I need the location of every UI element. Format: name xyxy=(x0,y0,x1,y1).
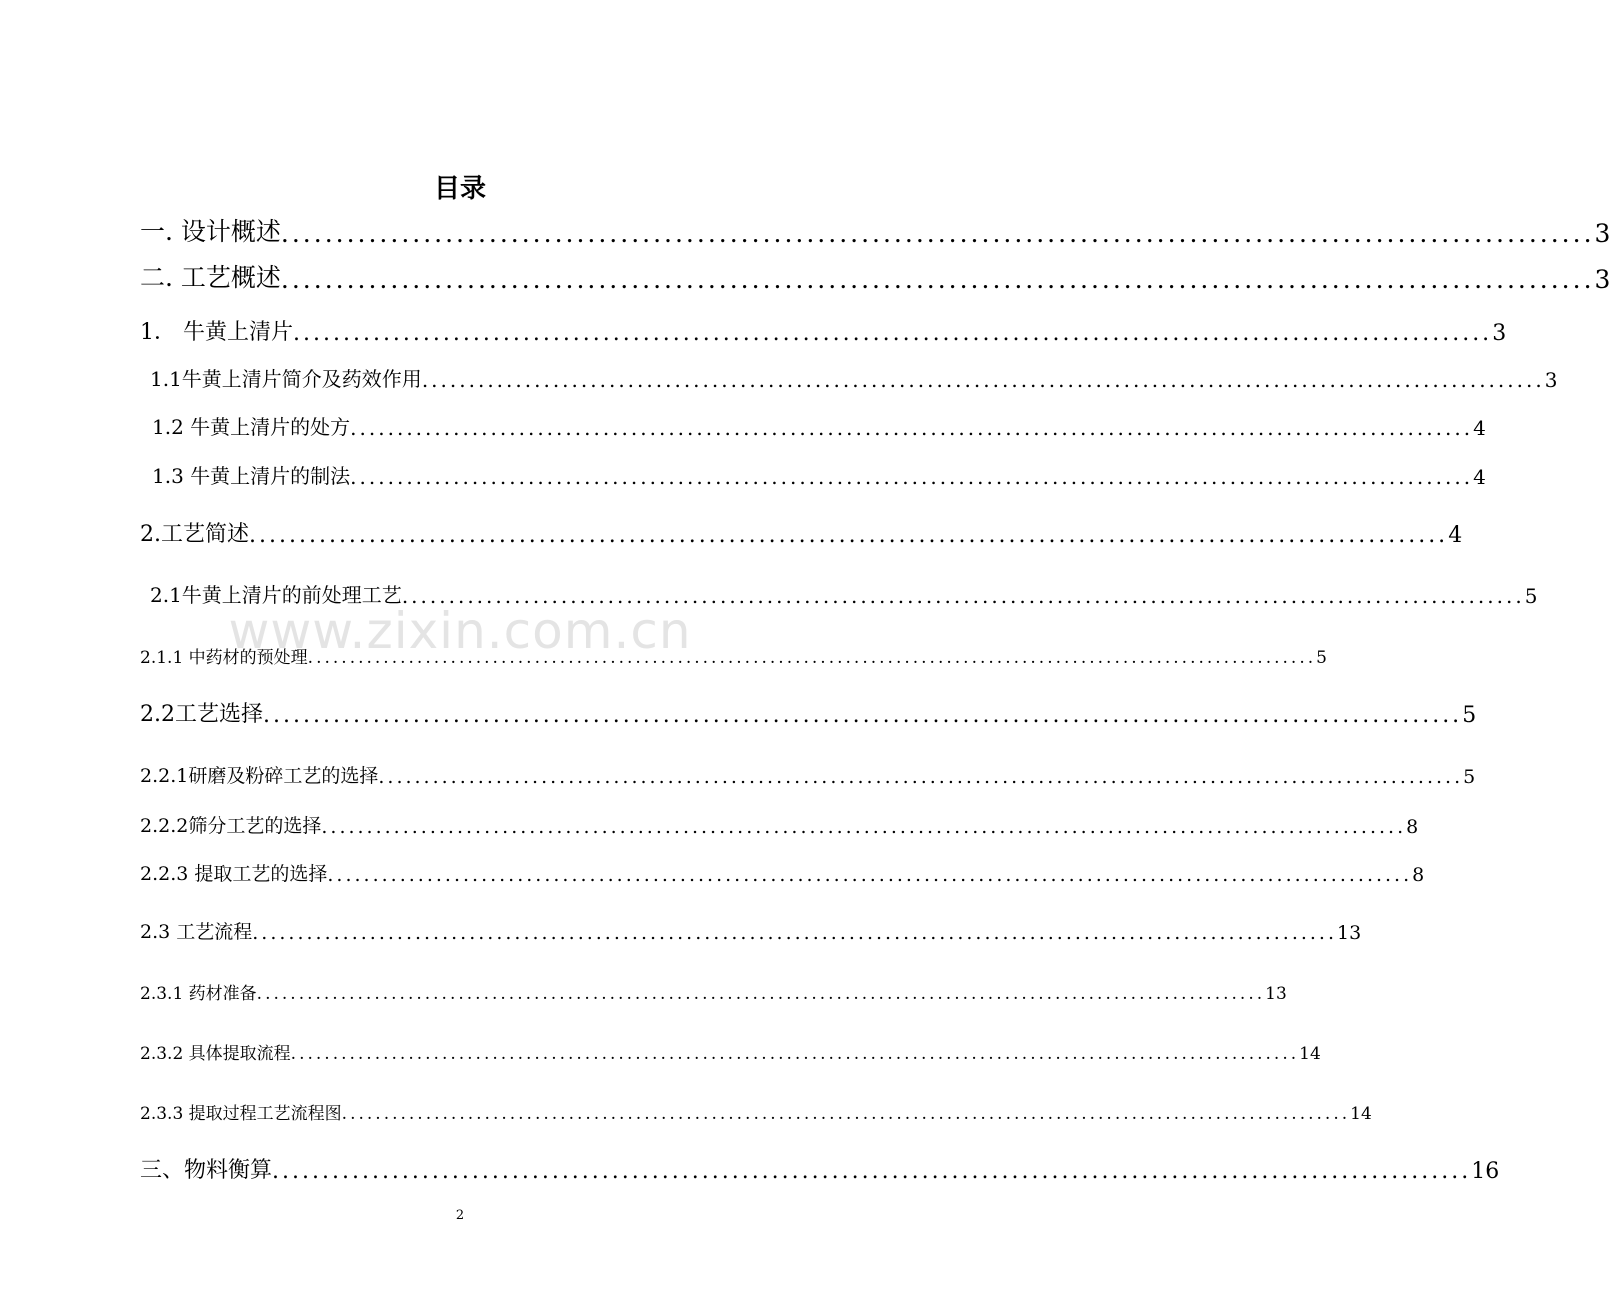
toc-leader-dots: ........................................................................................................................ xyxy=(341,1104,1351,1124)
toc-entry[interactable] xyxy=(140,514,1463,548)
toc-entry[interactable] xyxy=(140,312,1507,346)
toc-entry[interactable] xyxy=(140,852,1425,886)
toc-entry-label: 1.3 牛黄上清片的制法 xyxy=(152,464,351,488)
toc-entry-label: 2.3.1 药材准备 xyxy=(140,984,257,1004)
toc-entry[interactable] xyxy=(140,260,1610,294)
toc-leader-dots: ........................................................................................................................ xyxy=(350,465,1474,489)
toc-entry-label: 二. 工艺概述 xyxy=(140,263,281,292)
toc-entry-page: 4 xyxy=(1473,465,1486,489)
watermark: www.zixin.com.cn xyxy=(228,602,692,660)
toc-entry-label: 三、物料衡算 xyxy=(140,1158,273,1183)
toc-leader-dots: ........................................................................................................................ xyxy=(421,368,1545,392)
toc-leader-dots: ........................................................................................................................ xyxy=(327,864,1413,886)
toc-entry[interactable] xyxy=(140,1030,1321,1064)
page-number: 2 xyxy=(455,1208,465,1223)
toc-entry[interactable] xyxy=(140,1090,1372,1124)
toc-leader-dots: ........................................................................................................................ xyxy=(290,1044,1300,1064)
toc-leader-dots: ........................................................................................................................ xyxy=(401,584,1525,608)
toc-entry-page: 13 xyxy=(1337,922,1362,944)
toc-leader-dots: ........................................................................................................................ xyxy=(280,219,1595,248)
toc-entry[interactable] xyxy=(140,970,1287,1004)
toc-entry-page: 3 xyxy=(1544,368,1558,392)
toc-entry-label: 1． 牛黄上清片 xyxy=(140,320,293,345)
toc-entry[interactable] xyxy=(152,406,1486,440)
toc-entry-page: 5 xyxy=(1316,648,1327,668)
toc-leader-dots: ........................................................................................................................ xyxy=(263,703,1463,728)
toc-entry-page: 8 xyxy=(1412,864,1425,886)
toc-leader-dots: ........................................................................................................................ xyxy=(249,523,1449,548)
toc-entry-page: 4 xyxy=(1448,523,1463,548)
toc-entry[interactable] xyxy=(140,804,1419,838)
toc-leader-dots: ........................................................................................................................ xyxy=(256,984,1266,1004)
toc-entry-label: 2.1.1 中药材的预处理 xyxy=(140,648,308,668)
toc-leader-dots: ........................................................................................................................ xyxy=(321,816,1407,838)
toc-entry[interactable] xyxy=(140,1150,1500,1184)
toc-entry-label: 2.2.3 提取工艺的选择 xyxy=(140,863,328,885)
toc-entry-label: 2.3 工艺流程 xyxy=(140,921,253,943)
toc-leader-dots: ........................................................................................................................ xyxy=(378,766,1464,788)
toc-entry-page: 3 xyxy=(1594,219,1610,248)
toc-leader-dots: ........................................................................................................................ xyxy=(252,922,1338,944)
toc-entry-page: 3 xyxy=(1492,321,1507,346)
toc-entry-page: 14 xyxy=(1299,1044,1321,1064)
toc-entry-page: 5 xyxy=(1463,766,1476,788)
toc-entry-page: 5 xyxy=(1462,703,1477,728)
toc-entry[interactable] xyxy=(140,634,1327,668)
toc-entry-page: 14 xyxy=(1350,1104,1372,1124)
toc-entry[interactable] xyxy=(140,214,1610,248)
toc-leader-dots: ........................................................................................................................ xyxy=(293,321,1493,346)
toc-entry-page: 3 xyxy=(1594,265,1610,294)
toc-entry-page: 13 xyxy=(1265,984,1287,1004)
toc-leader-dots: ........................................................................................................................ xyxy=(272,1159,1472,1184)
toc-entry-label: 1.1牛黄上清片简介及药效作用 xyxy=(150,367,422,391)
toc-entry-label: 一. 设计概述 xyxy=(140,217,281,246)
toc-entry-label: 2.2.2筛分工艺的选择 xyxy=(140,815,322,837)
toc-entry[interactable] xyxy=(140,754,1476,788)
toc-entry[interactable] xyxy=(150,574,1538,608)
toc-entry-label: 2.2工艺选择 xyxy=(140,702,263,727)
toc-entry-label: 2.1牛黄上清片的前处理工艺 xyxy=(150,583,402,607)
toc-entry-page: 4 xyxy=(1473,416,1486,440)
toc-entry-label: 2.3.2 具体提取流程 xyxy=(140,1044,291,1064)
toc-entry[interactable] xyxy=(152,455,1486,489)
toc-entry[interactable] xyxy=(140,910,1362,944)
toc-leader-dots: ........................................................................................................................ xyxy=(350,416,1474,440)
toc-entry-page: 5 xyxy=(1524,584,1538,608)
toc-entry-label: 2.3.3 提取过程工艺流程图 xyxy=(140,1104,342,1124)
toc-entry[interactable] xyxy=(140,694,1477,728)
toc-entry-label: 2.工艺简述 xyxy=(140,522,249,547)
toc-leader-dots: ........................................................................................................................ xyxy=(307,648,1317,668)
toc-entry-page: 8 xyxy=(1406,816,1419,838)
toc-entry[interactable] xyxy=(150,358,1558,392)
toc-entry-label: 1.2 牛黄上清片的处方 xyxy=(152,415,351,439)
toc-leader-dots: ........................................................................................................................ xyxy=(280,265,1595,294)
toc-entry-page: 16 xyxy=(1471,1159,1500,1184)
toc-entry-label: 2.2.1研磨及粉碎工艺的选择 xyxy=(140,765,379,787)
toc-title: 目录 xyxy=(433,174,486,204)
